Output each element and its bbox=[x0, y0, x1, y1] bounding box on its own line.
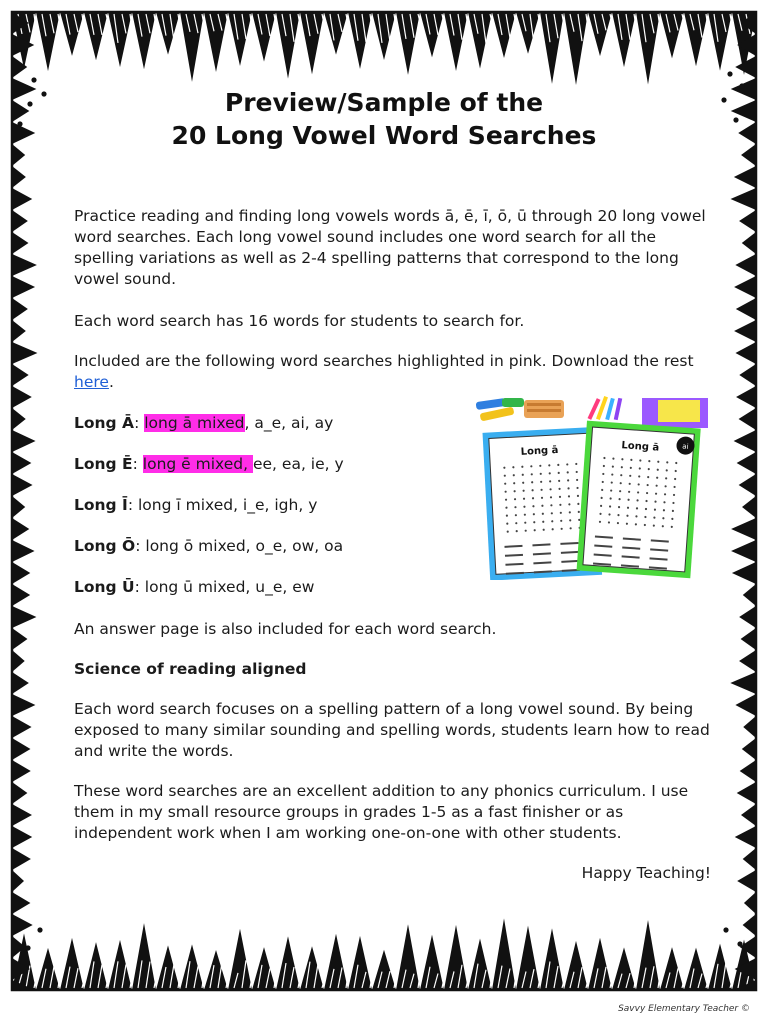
sheet-2-tag: ai bbox=[682, 442, 689, 451]
sheet-1-title: Long ā bbox=[520, 444, 559, 458]
included-end: . bbox=[108, 373, 114, 391]
vowel-colon: : bbox=[134, 578, 145, 596]
phonics-paragraph: These word searches are an excellent addition to any phonics curriculum. I use them in my small resource groups in grades 1-5 as a fast finisher or as independent work when I am working one-on-one with other students. bbox=[74, 782, 689, 842]
vowel-patterns: long ī mixed, i_e, igh, y bbox=[137, 496, 318, 514]
title-line-1: Preview/Sample of the bbox=[224, 88, 544, 117]
vowel-patterns: long ū mixed, u_e, ew bbox=[144, 578, 315, 596]
footer-credit: Savvy Elementary Teacher © bbox=[618, 1004, 750, 1014]
vowel-highlight: long ā mixed bbox=[144, 414, 245, 432]
vowel-label: Long Ā bbox=[74, 414, 135, 432]
title-line-2: 20 Long Vowel Word Searches bbox=[171, 121, 597, 150]
science-heading: Science of reading aligned bbox=[74, 660, 307, 678]
vowel-patterns: , a_e, ai, ay bbox=[244, 414, 334, 432]
vowel-line-long-e bbox=[74, 454, 474, 475]
answer-page-paragraph: An answer page is also included for each word search. bbox=[74, 620, 497, 638]
vowel-colon: : bbox=[132, 455, 143, 473]
word-search-sheet-2 bbox=[577, 421, 701, 579]
vowel-label: Long Ē bbox=[74, 455, 133, 473]
vowel-label: Long Ū bbox=[74, 578, 135, 596]
vowel-patterns: long ō mixed, o_e, ow, oa bbox=[145, 537, 344, 555]
vowel-line-long-a bbox=[74, 413, 474, 434]
vowel-colon: : bbox=[127, 496, 138, 514]
vowel-line-long-o bbox=[74, 536, 474, 557]
vowel-label: Long Ō bbox=[74, 537, 136, 555]
vowel-patterns: ee, ea, ie, y bbox=[252, 455, 344, 473]
included-paragraph bbox=[74, 351, 714, 393]
science-paragraph: Each word search focuses on a spelling pattern of a long vowel sound. By being exposed to many similar sounding and spelling words, students learn how to read and write the words. bbox=[74, 700, 710, 760]
signoff: Happy Teaching! bbox=[581, 864, 711, 882]
vowel-line-long-i bbox=[74, 495, 474, 516]
product-preview-image bbox=[472, 394, 710, 580]
sheet-2-title: Long ā bbox=[621, 440, 660, 454]
included-text: Included are the following word searches highlighted in pink. Download the rest bbox=[74, 352, 694, 370]
download-here-link[interactable]: here bbox=[74, 373, 109, 391]
vowel-colon: : bbox=[135, 537, 146, 555]
vowel-label: Long Ī bbox=[74, 496, 128, 514]
word-count-paragraph: Each word search has 16 words for students to search for. bbox=[74, 312, 525, 330]
vowel-highlight: long ē mixed, bbox=[142, 455, 253, 473]
intro-paragraph: Practice reading and finding long vowels words ā, ē, ī, ō, ū through 20 long vowel word searches. Each long vowel sound includes one word search for all the spelling variations as well as 2-4 spelling patterns that correspond to the long vowel sound. bbox=[74, 207, 706, 288]
page-title bbox=[74, 86, 694, 152]
vowel-line-long-u bbox=[74, 577, 474, 598]
vowel-colon: : bbox=[134, 414, 145, 432]
